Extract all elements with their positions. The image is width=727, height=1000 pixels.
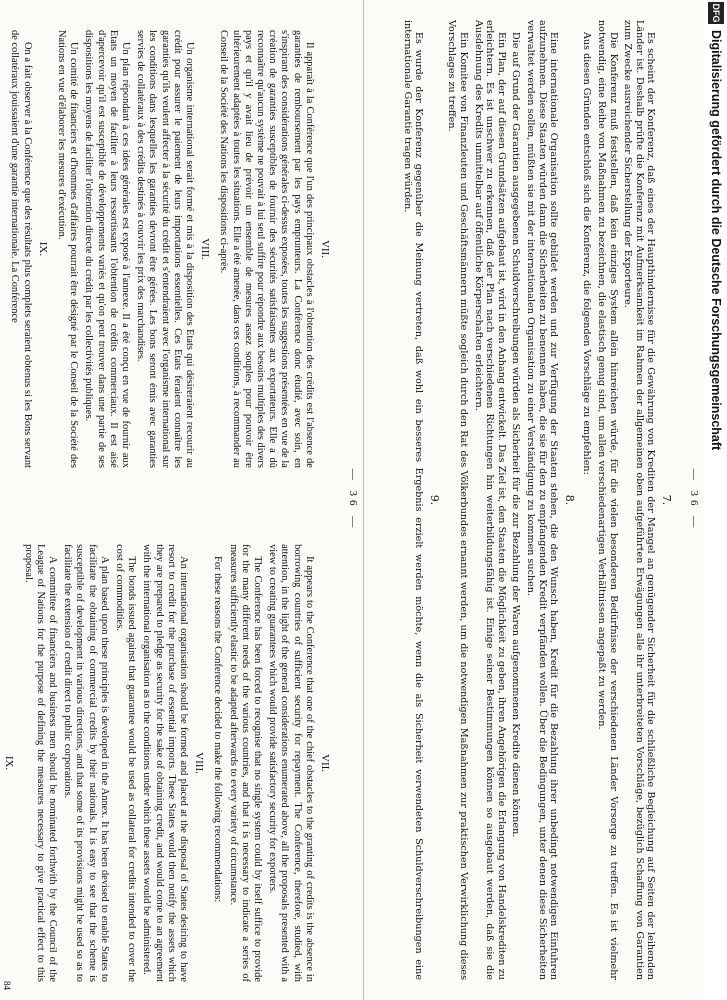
page-marker: 84 [2,981,12,990]
digitization-credit: Digitalisierung gefördert durch die Deutsche Forschungsgemeinschaft [709,30,723,451]
section-heading: VII. [319,754,331,773]
page-number: — 36 — [347,468,359,532]
paragraph: Un organisme international serait formé et mis à la disposition des Etats qui désireraient recourir au crédit pour assurer le paiement de leurs importations essentielles. Ces Etats feraient connaître les garanties qu'ils veulent affecter à la sécurité du crédit et s'entendraient avec l'organisme international sur les conditions dans lesquelles les garanties devront être gérées. Les bons seront émis avec garanties servies de collatéraux à des crédits destinés à couvrir les prix des marchandises. [135,30,195,468]
paragraph: Die Konferenz muß feststellen, daß kein einziges System allein hinreichen würde, für die vielen besonderen Bedürfnisse der verschiedenen Länder Vorsorge zu treffen. Es ist vielmehr notwendig, eine Reihe von Maßnahmen zu bezeichnen, die elastisch genug sind, um allen verschiedenartigen Verhältnissen angepaßt zu werden. [596,20,619,980]
paragraph: Eine internationale Organisation sollte gebildet werden und zur Verfügung der Staaten stehen, die den Wunsch haben, Kredit für die Bezahlung ihrer unbedingt notwendigen Einfuhren aufzunehmen. Diese Staaten würden dann die Sicherheiten zu benennen haben, die sie für den zu empfangenden Kredit verpfänden wollen. Über die Bedingungen, unter denen diese Sicherheiten verwaltet werden sollen, müßten sie mit der internationalen Organisation zu einer Verständigung zu kommen suchen. [525,20,560,980]
paragraph: Un plan répondant à ces idées générales est exposé à l'annexe. Il a été conçu en vue de fournir aux Etats un moyen de faciliter à leurs ressortissants l'obtention de crédits commerciaux. Il est aisé d'apercevoir qu'il est susceptible de développements variés et qu'on peut trouver dans une partie de ses dispositions les moyens de faciliter l'obtention directe du crédit par les collectivités publiques. [83,30,131,468]
section-heading: 8. [562,494,576,506]
digitization-credit-strip [704,0,727,1000]
section-heading: VIII. [193,752,206,774]
section-heading: IX. [36,241,49,257]
paragraph: Ein Plan, der auf diesen Grundsätzen aufgebaut ist, wird in den Anhang entwickelt. Das Ziel ist, den Staaten die Möglichkeit zu geben, ihren Angehörigen die Erlangung von Handelskrediten zu erleichtern. Es ist unschwer zu erkennen, daß der Plan nach verschiedenen Richtungen hin weiterbildungsfähig ist. Einige seiner Bestimmungen können so ausgebaut werden, daß sie die Ausdehnung des Kredits unmittelbar auf öffentliche Körperschaften erleichtern. [472,20,507,980]
right-page [364,0,704,1000]
paragraph: It appears to the Conference that one of the chief obstacles to the granting of credits is the absence in borrowing countries of sufficient security for repayment. The Conference, therefore, studied, with attention, in the light of the general considerations enumerated above, all the proposals presented with a view to creating guarantees which would provide satisfactory security for exporters. [267,544,315,982]
paragraph: A committee of financiers and business men should be nominated forthwith by the Council of the League of Nations for the purpose of defining the measures necessary to give practical effect to this proposal. [22,544,58,982]
paragraph: The bonds issued against that guarantee would be used as collateral for credits intended to cover the cost of commodities. [113,544,138,982]
section-heading: IX. [3,755,16,771]
paragraph: Ein Komitee von Finanzleuten und Geschäftsmännern müßte sogleich durch den Rat des Völkerbundes ernannt werden, um die notwendigen Maßnahmen zur praktischen Verwirklichung dieses Vorschlages zu treffen. [446,20,470,980]
paragraph: Un comité de financiers et d'hommes d'affaires pourrait être désigné par le Conseil de la Société des Nations en vue d'élaborer les mesures d'exécution. [55,30,80,468]
section-heading: VII. [319,239,331,258]
german-column [370,20,678,980]
english-column [3,544,337,982]
section-heading: VIII. [199,238,212,260]
section-heading: 9. [427,494,441,506]
page-number: — 36 — [688,468,700,532]
dfg-logo: DFG [708,2,724,24]
paragraph: The Conference has been forced to recognise that no single system could by itself suffice to provide for the many different needs of the various countries, and that it is necessary to indicate a series of measures sufficiently elastic to be adapted afterwards to every variety of circumstance. [227,544,263,982]
section-heading: 7. [660,494,673,506]
french-column [6,30,337,468]
paragraph: Es scheint der Konferenz, daß eines der Haupthindernisse für die Gewährung von Krediten der Mangel an genügender Sicherheit für die schließliche Begleichung auf Seiten der leihenden Länder ist. Deshalb prüfte die Konferenz mit Aufmerksamkeit im Rahmen der allgemeinen oben aufgeführten Erwägungen alle ihr unterbreiteten Vorschläge, bezüglich Schaffung von Garantien zum Zwecke ausreichender Sicherstellung der Exporteure. [622,20,657,980]
paragraph: Aus diesen Gründen entschloß sich die Konferenz, die folgenden Vorschläge zu empfehlen: [581,32,593,475]
paragraph: An international organisation should be formed and placed at the disposal of States desiring to have resort to credit for the purchase of essential imports. These States would then notify the assets which they are prepared to pledge as security for the sake of obtaining credit, and would come to an agreement with the international organisation as to the conditions under which these assets would be administered. [141,544,189,982]
paragraph: Es wurde der Konferenz gegenüber die Meinung vertreten, daß wohl ein besseres Ergebnis erzielt werden möchte, wenn die als Sicherheit verwendeten Schuldverschreibungen eine internationale Garantie tragen würden. [401,20,425,980]
paragraph: For these reasons the Conference decided to make the following recommendations: [212,556,224,903]
paragraph: A plan based upon these principles is developed in the Annex. It has been devised to enable States to facilitate the obtaining of commercial credits by their nationals. It is easy to see that the scheme is susceptible of development in various directions, and that some of its provisions might be used so as to facilitate the extension of credit direct to public corporations. [62,544,110,982]
paragraph: On a fait observer à la Conférence que des résultats plus complets seraient obtenus si les Bons servant de collatéraux jouissaient d'une garantie internationale. La Conférence [9,30,33,468]
paragraph: Il apparaît à la Conférence que l'un des principaux obstacles à l'obtention des crédits est l'absence de garanties de remboursement par les pays emprunteurs. La Conférence donc étudié, avec soin, en s'inspirant des considérations générales ci-dessus exposées, toutes les suggestions présentées en vue de la création de garanties susceptibles de fournir des sécurités satisfaisantes aux exportateurs. Elle a dû reconnaître qu'aucun système ne pouvait à lui seul suffire pour répondre aux besoins multiples des divers pays et qu'il y avait lieu de prévoir un ensemble de mesures assez souples pour pouvoir être ultérieurement adaptées à toutes les situations. Elle a été amenée, dans ces conditions, à recommander au Conseil de la Société des Nations les dispositions ci-après. [218,30,315,468]
paragraph: Die auf Grund der Garantien ausgegebenen Schuldverschreibungen würden als Sicherheit für die zur Bezahlung der Waren aufgenommenen Kredite dienen können. [510,32,522,838]
